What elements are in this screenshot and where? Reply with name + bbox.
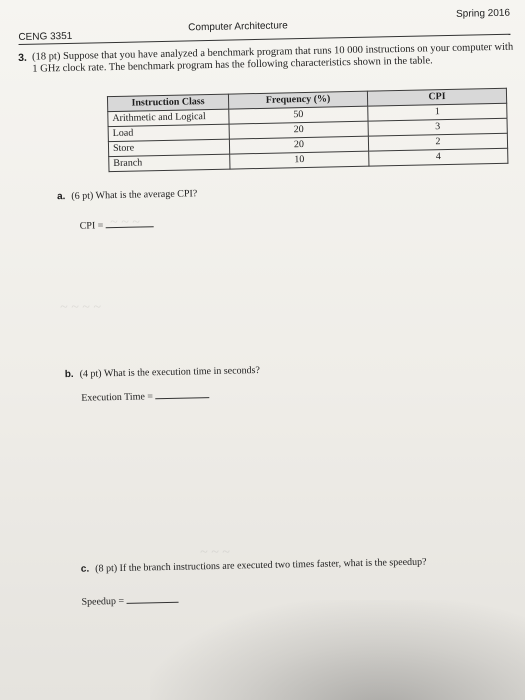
cell-frequency: 50	[229, 106, 368, 124]
cell-frequency: 20	[229, 136, 368, 154]
bleed-through-mark: ~ ~ ~	[200, 545, 230, 560]
cell-cpi: 2	[368, 133, 507, 151]
cell-cpi: 1	[368, 103, 507, 121]
question-text: (18 pt) Suppose that you have analyzed a benchmark program that runs 10 000 instructions on your computer with 1 GHz clock rate. The benchmark program has the following characteristics shown in the table.	[31, 41, 514, 75]
bleed-through-mark: ~ ~ ~ ~	[60, 300, 101, 315]
course-code: CENG 3351	[18, 30, 73, 43]
execution-time-blank[interactable]	[155, 388, 209, 399]
cell-frequency: 10	[230, 151, 369, 169]
part-c-question	[81, 557, 427, 575]
speedup-blank[interactable]	[126, 593, 178, 604]
part-b-question	[65, 365, 260, 380]
page-header	[18, 8, 510, 44]
cell-class: Load	[108, 124, 229, 142]
part-c-label: c.	[80, 563, 90, 575]
part-a-text: (6 pt) What is the average CPI?	[71, 188, 198, 202]
part-a-label: a.	[56, 191, 66, 203]
cpi-answer-label: CPI =	[79, 220, 104, 232]
part-a-question	[57, 188, 197, 202]
question-number: 3.	[18, 51, 28, 64]
cell-class: Store	[108, 139, 229, 157]
course-title: Computer Architecture	[188, 20, 288, 34]
header-cpi: CPI	[367, 88, 506, 106]
header-frequency: Frequency (%)	[228, 91, 367, 109]
photo-shadow	[150, 600, 525, 700]
part-c-text: (8 pt) If the branch instructions are executed two times faster, what is the speedup?	[95, 556, 427, 575]
part-b-answer	[81, 388, 209, 404]
execution-time-label: Execution Time =	[81, 391, 154, 404]
cell-frequency: 20	[229, 121, 368, 139]
cell-class: Branch	[109, 154, 230, 172]
speedup-label: Speedup =	[81, 595, 125, 608]
part-b-text: (4 pt) What is the execution time in seconds?	[79, 365, 261, 380]
part-a-answer	[80, 217, 154, 232]
cell-class: Arithmetic and Logical	[108, 109, 229, 127]
bleed-through-mark: ~ ~ ~	[110, 215, 140, 230]
instruction-table	[107, 88, 509, 172]
term-label: Spring 2016	[455, 7, 511, 20]
cell-cpi: 3	[368, 118, 507, 136]
header-instruction-class: Instruction Class	[107, 94, 228, 112]
cell-cpi: 4	[369, 148, 508, 166]
part-b-label: b.	[64, 368, 74, 381]
part-c-answer	[81, 593, 178, 608]
cpi-answer-blank[interactable]	[105, 217, 153, 228]
